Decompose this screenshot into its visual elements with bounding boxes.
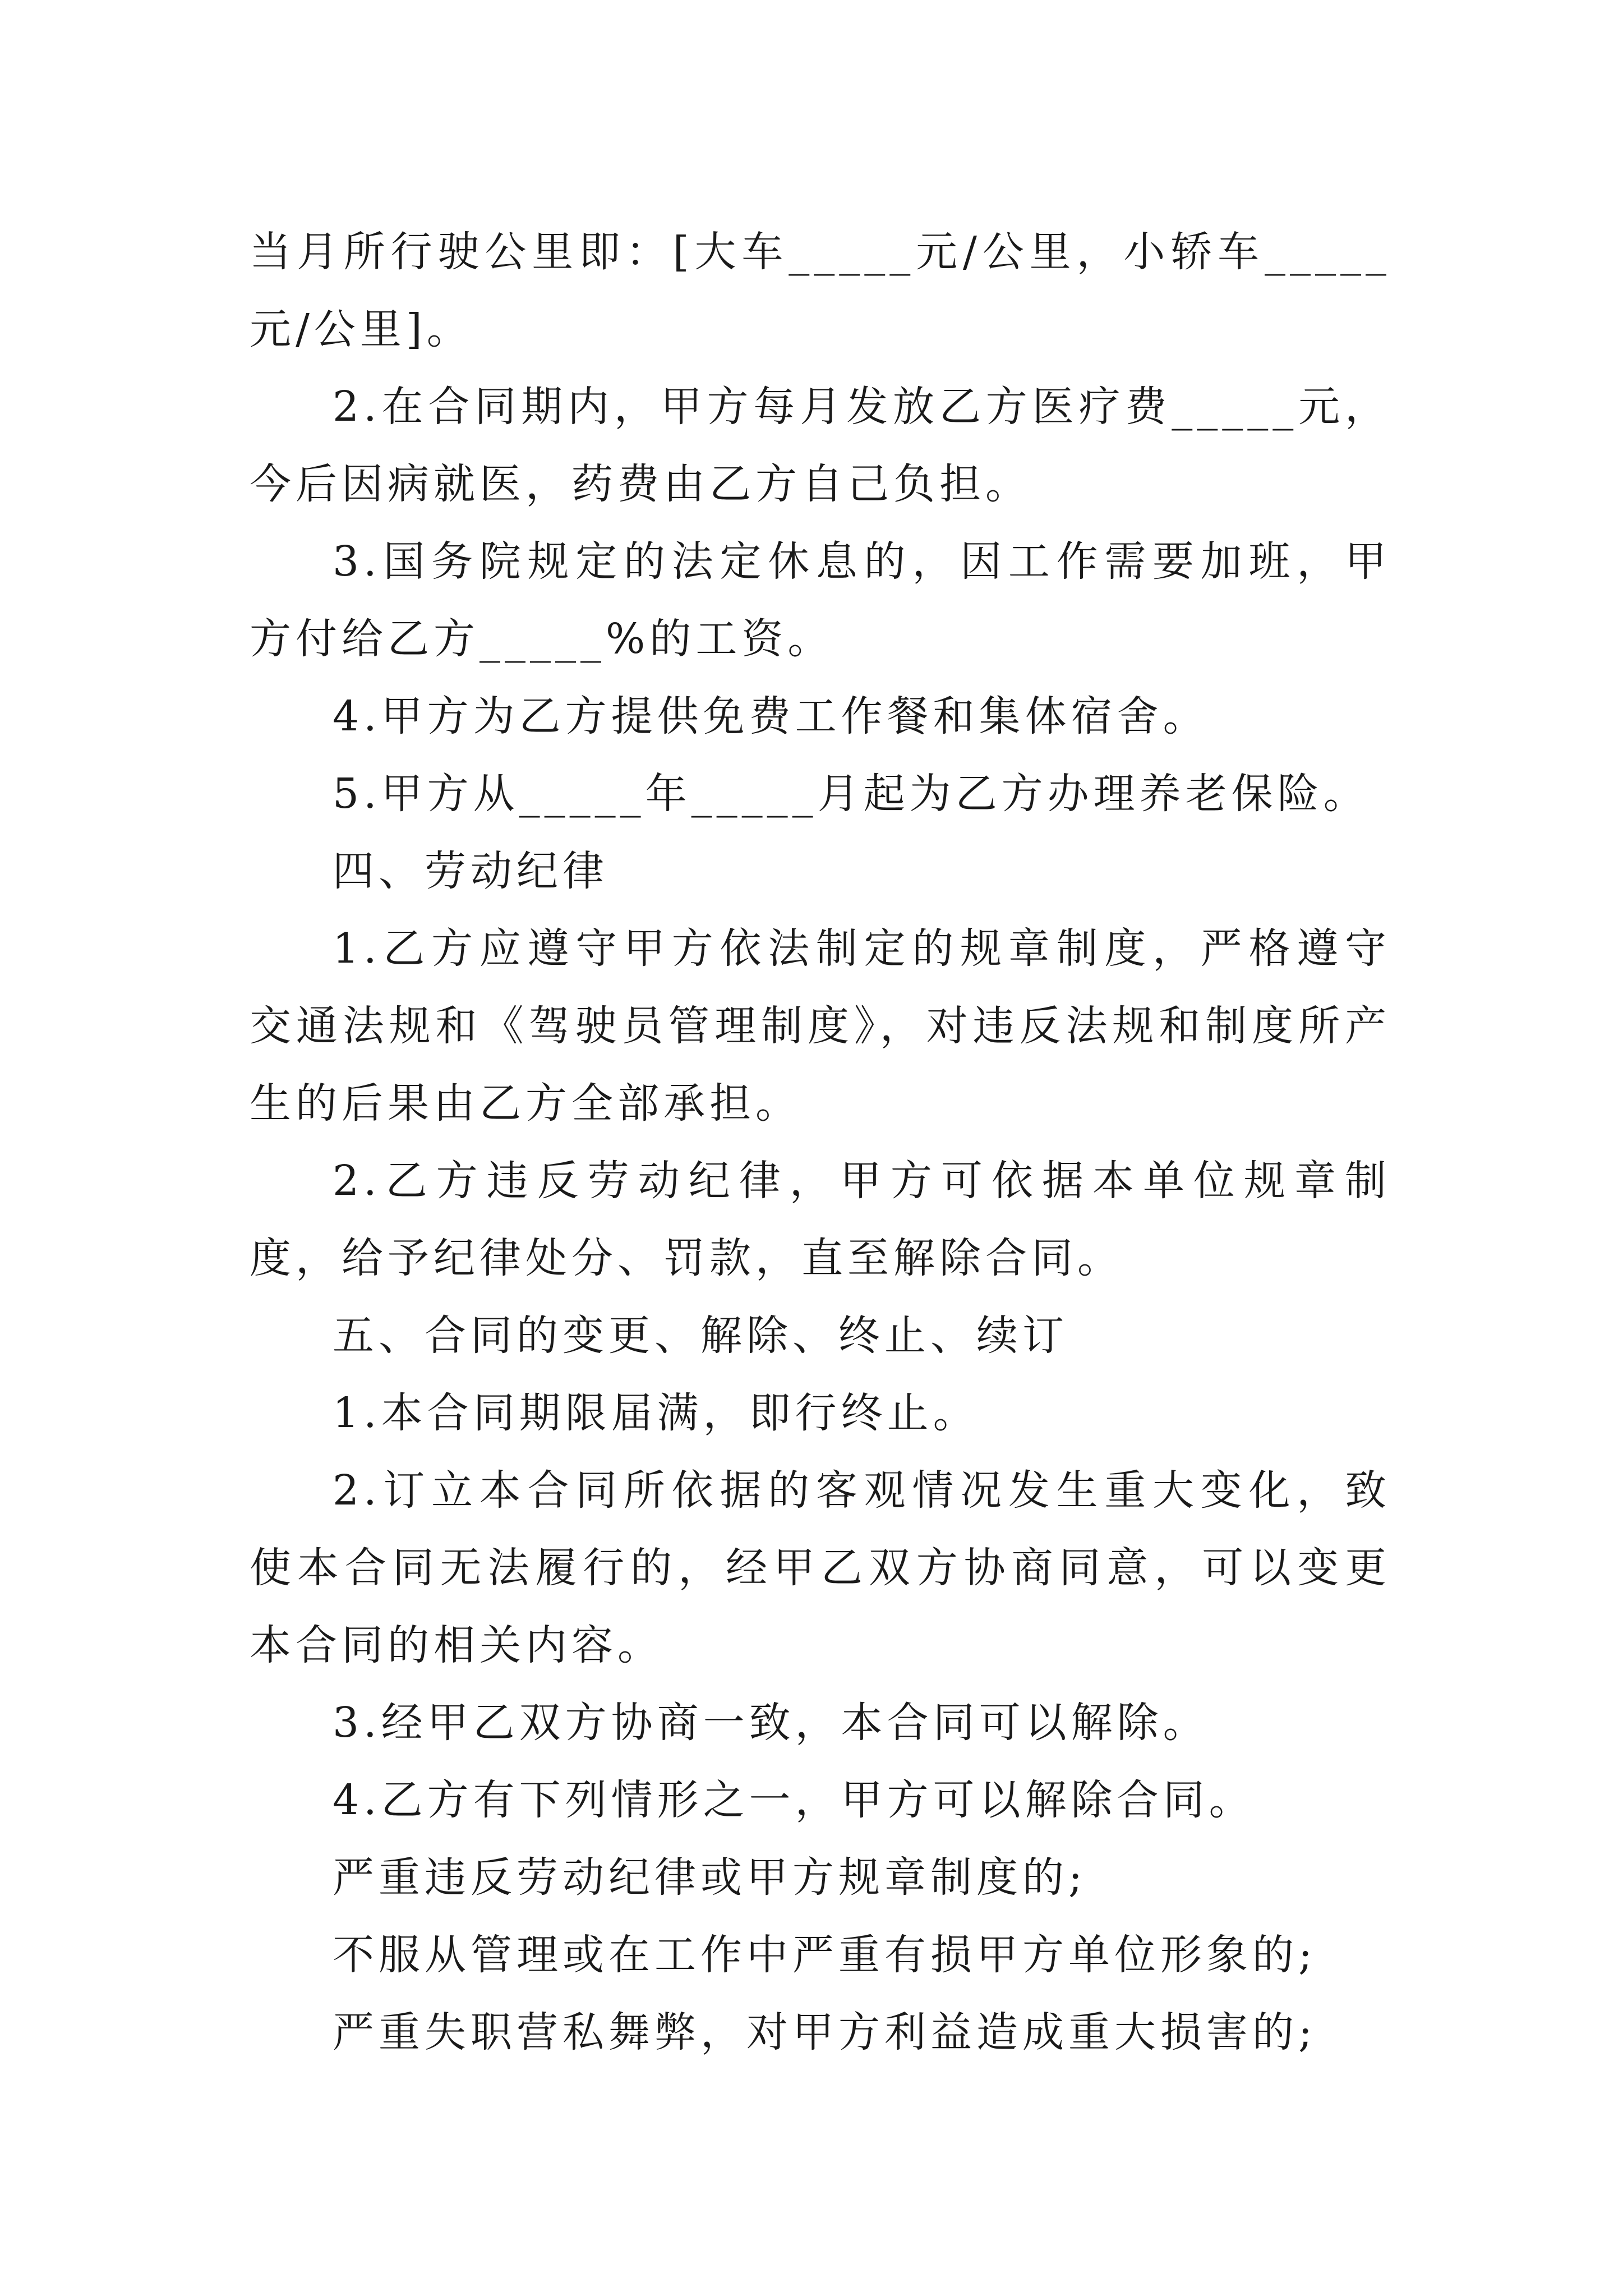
list-item: 不服从管理或在工作中严重有损甲方单位形象的; [333, 1931, 1317, 1979]
paragraph: 2.在合同期内，甲方每月发放乙方医疗费_____元，今后因病就医，药费由乙方自己负担。 [250, 383, 1391, 508]
section-heading: 四、劳动纪律 [333, 847, 608, 895]
paragraph: 当月所行驶公里即：[大车_____元/公里，小轿车_____元/公里]。 [250, 228, 1391, 353]
paragraph: 2.订立本合同所依据的客观情况发生重大变化，致使本合同无法履行的，经甲乙双方协商同意，可以变更本合同的相关内容。 [250, 1466, 1391, 1669]
section-heading: 五、合同的变更、解除、终止、续订 [333, 1312, 1068, 1360]
paragraph: 3.经甲乙双方协商一致，本合同可以解除。 [333, 1699, 1209, 1747]
paragraph: 4.甲方为乙方提供免费工作餐和集体宿舍。 [333, 692, 1209, 740]
paragraph: 1.乙方应遵守甲方依法制定的规章制度，严格遵守交通法规和《驾驶员管理制度》，对违反法规和制度所产生的后果由乙方全部承担。 [250, 924, 1391, 1128]
list-item: 严重违反劳动纪律或甲方规章制度的; [333, 1853, 1087, 1902]
paragraph: 2.乙方违反劳动纪律，甲方可依据本单位规章制度，给予纪律处分、罚款，直至解除合同。 [250, 1157, 1391, 1282]
paragraph: 3.国务院规定的法定休息的，因工作需要加班，甲方付给乙方_____%的工资。 [250, 537, 1391, 663]
list-item: 严重失职营私舞弊，对甲方利益造成重大损害的; [333, 2008, 1317, 2056]
paragraph: 5.甲方从_____年_____月起为乙方办理养老保险。 [333, 770, 1370, 818]
paragraph: 4.乙方有下列情形之一，甲方可以解除合同。 [333, 1776, 1255, 1824]
paragraph: 1.本合同期限届满，即行终止。 [333, 1389, 979, 1437]
document-body [250, 213, 1391, 2071]
